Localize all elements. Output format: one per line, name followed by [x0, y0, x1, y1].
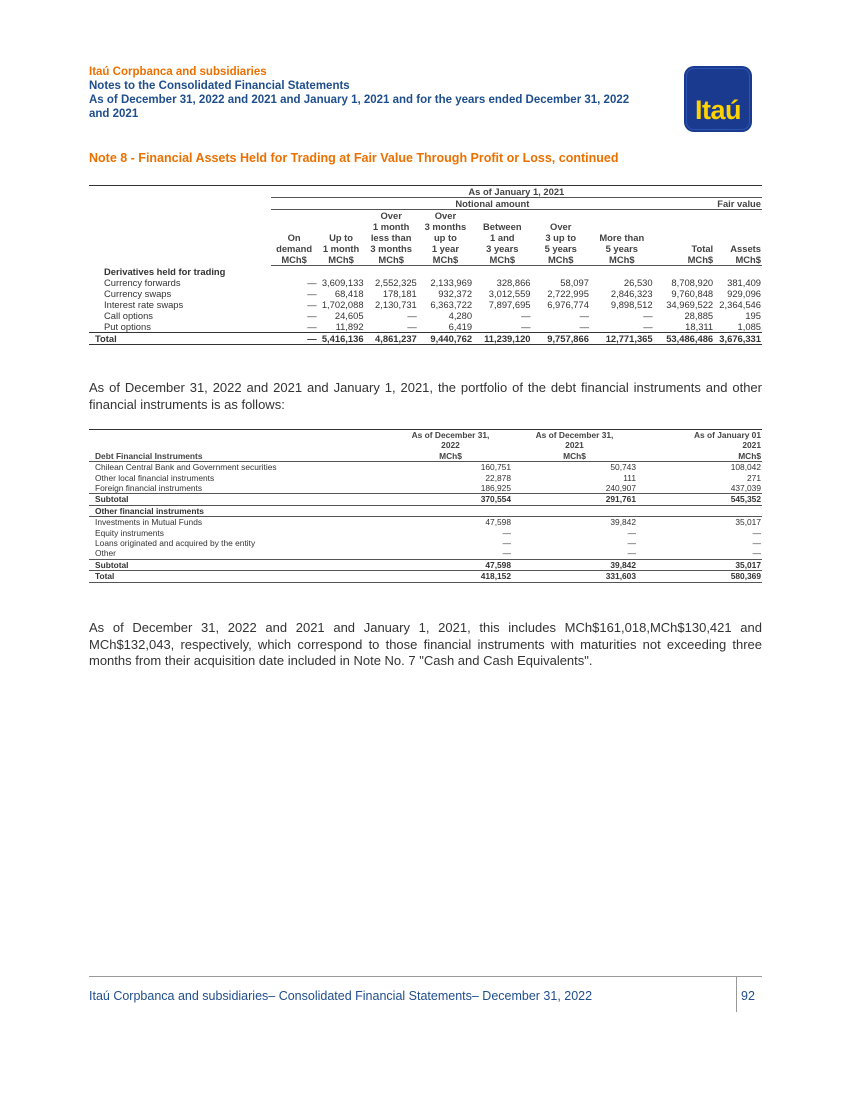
cell-value: 7,897,695 [488, 299, 531, 310]
subtotal-row [89, 494, 762, 505]
cell-value: 6,419 [448, 321, 473, 332]
column-header: Over [434, 210, 457, 221]
column-header: 2021 [742, 440, 761, 451]
row-label: Other local financial instruments [95, 472, 215, 483]
cell-value: — [502, 538, 511, 549]
cell-value: — [643, 310, 653, 321]
cell-value: 28,885 [684, 310, 714, 321]
column-header: More than [599, 232, 645, 243]
cell-value: 18,311 [685, 321, 714, 332]
subtotal-row [89, 559, 762, 570]
cell-value: 271 [747, 472, 761, 483]
cell-value: 2,846,323 [610, 288, 653, 299]
table-row [89, 462, 762, 473]
total-value: — [271, 333, 318, 345]
column-header: Up to [329, 232, 354, 243]
footer-divider [89, 976, 762, 977]
cell-value: 47,598 [485, 517, 511, 528]
cell-value: 3,609,133 [321, 277, 364, 288]
unit-label: MCh$ [318, 254, 365, 266]
cell-value: — [637, 548, 762, 559]
cell-value: 50,743 [610, 462, 636, 473]
cell-value: — [307, 310, 317, 321]
cell-value: — [521, 310, 531, 321]
column-header: MCh$ [389, 451, 512, 462]
total-value: 11,239,120 [473, 333, 531, 345]
table1-title: As of January 1, 2021 [271, 186, 762, 198]
column-header: demand [276, 243, 313, 254]
column-header [654, 221, 715, 232]
row-label: Investments in Mutual Funds [95, 517, 203, 528]
column-header: 5 years [544, 243, 577, 254]
table1-group-fair: Fair value [714, 198, 762, 210]
row-label: Currency swaps [104, 288, 172, 299]
cell-value: — [307, 288, 317, 299]
table-row [89, 299, 762, 310]
footer-page-divider [736, 976, 737, 1012]
cell-value: 34,969,522 [666, 299, 714, 310]
section-label: Debt Financial Instruments [89, 451, 389, 462]
column-header: MCh$ [512, 451, 637, 462]
column-header: 1 and [490, 232, 515, 243]
row-label: Chilean Central Bank and Government securities [95, 462, 277, 473]
header-spacer [89, 254, 271, 266]
table-row [89, 548, 762, 559]
cell-value: 22,878 [485, 472, 511, 483]
cell-value: 437,039 [637, 483, 762, 494]
page-number: 92 [741, 989, 755, 1003]
cell-value: 195 [745, 310, 761, 321]
cell-value: 26,530 [623, 277, 653, 288]
cell-value: 2,133,969 [430, 277, 473, 288]
row-label: Interest rate swaps [104, 299, 184, 310]
header-spacer [89, 430, 389, 441]
cell-value: — [502, 527, 511, 538]
cell-value: 418,152 [389, 571, 512, 582]
column-header: 3 months [424, 221, 467, 232]
cell-value: 6,976,774 [547, 299, 589, 310]
cell-value: — [389, 548, 512, 559]
cell-value: 35,017 [637, 559, 762, 570]
paragraph-portfolio: As of December 31, 2022 and 2021 and January 1, 2021, the portfolio of the debt financial instruments and other financial instruments is as follows: [89, 380, 762, 412]
cell-value: 3,012,559 [488, 288, 531, 299]
row-label: Foreign financial instruments [89, 483, 389, 494]
document-header [89, 65, 689, 121]
unit-label: MCh$ [365, 254, 418, 266]
column-header: 1 month [372, 221, 410, 232]
cell-value: 186,925 [389, 483, 512, 494]
column-header: As of December 31, [512, 430, 637, 441]
column-header [590, 221, 654, 232]
total-value: 4,861,237 [365, 333, 418, 345]
total-value: 9,757,866 [532, 333, 590, 345]
cell-value: — [752, 527, 761, 538]
column-header: 3 up to [545, 232, 577, 243]
unit-label: MCh$ [590, 254, 654, 266]
row-label: Subtotal [89, 559, 389, 570]
table-row [89, 277, 762, 288]
cell-value: — [512, 548, 637, 559]
cell-value: — [407, 310, 417, 321]
total-value: 9,440,762 [418, 333, 473, 345]
row-label: Put options [104, 321, 151, 332]
cell-value: 370,554 [389, 494, 512, 505]
column-header: less than [370, 232, 412, 243]
cell-value: 47,598 [389, 559, 512, 570]
footer-text: Itaú Corpbanca and subsidiaries– Consolidated Financial Statements– December 31, 2022 [89, 989, 593, 1003]
cell-value: 545,352 [637, 494, 762, 505]
unit-label: MCh$ [473, 254, 531, 266]
column-header [714, 221, 762, 232]
column-header: Over [550, 221, 572, 232]
cell-value: 35,017 [735, 517, 761, 528]
table-row [89, 310, 762, 321]
unit-label: MCh$ [654, 254, 715, 266]
cell-value: 24,605 [334, 310, 364, 321]
column-header: 3 years [486, 243, 519, 254]
column-header [654, 210, 715, 222]
table-row [89, 288, 762, 299]
section-label: Derivatives held for trading [104, 266, 226, 277]
note-title: Note 8 - Financial Assets Held for Trading at Fair Value Through Profit or Loss, continued [89, 151, 619, 165]
column-header: 2021 [565, 440, 584, 451]
cell-value: 4,280 [448, 310, 473, 321]
cell-value: 2,552,325 [375, 277, 417, 288]
unit-label: MCh$ [532, 254, 590, 266]
column-header: 5 years [605, 243, 638, 254]
table-row [89, 473, 762, 483]
cell-value: — [521, 321, 531, 332]
column-header: As of December 31, [389, 430, 512, 441]
row-label: Subtotal [89, 494, 389, 505]
cell-value: 111 [623, 472, 636, 483]
unit-label: MCh$ [271, 254, 318, 266]
column-header [473, 210, 531, 222]
cell-value: 580,369 [637, 571, 762, 582]
itau-logo [684, 66, 752, 132]
row-label: Total [89, 571, 389, 582]
logo-text: Itaú [694, 95, 741, 125]
cell-value: 6,363,722 [430, 299, 473, 310]
header-period-line1: As of December 31, 2022 and 2021 and January 1, 2021 and for the years ended December 31, 2022 [89, 94, 630, 106]
column-header: 1 month [322, 243, 360, 254]
column-header [714, 232, 762, 243]
row-label: Currency forwards [104, 277, 181, 288]
header-spacer [89, 440, 389, 450]
cell-value: 381,409 [727, 277, 761, 288]
cell-value: — [627, 538, 636, 549]
cell-value: 1,085 [737, 321, 761, 332]
row-label: Other [89, 548, 389, 559]
column-header [714, 210, 762, 222]
column-header: 3 months [370, 243, 412, 254]
total-value: 53,486,486 [654, 333, 715, 345]
table1-group-notional: Notional amount [271, 198, 715, 210]
table-row [89, 517, 762, 528]
cell-value: — [579, 310, 589, 321]
cell-value: 1,702,088 [321, 299, 364, 310]
column-header [532, 210, 590, 222]
total-row [89, 333, 762, 345]
cell-value: — [643, 321, 653, 332]
cell-value: 11,892 [335, 321, 364, 332]
debt-instruments-table [89, 429, 762, 583]
cell-value: 929,096 [727, 288, 761, 299]
cell-value: 39,842 [512, 559, 637, 570]
row-label: Equity instruments [95, 527, 164, 538]
cell-value: 39,842 [610, 517, 636, 528]
cell-value: 58,097 [560, 277, 589, 288]
header-subtitle: Notes to the Consolidated Financial Statements [89, 80, 350, 92]
section-label: Other financial instruments [89, 505, 762, 516]
header-spacer [89, 221, 271, 232]
cell-value: 331,603 [512, 571, 637, 582]
cell-value: — [579, 321, 589, 332]
total-label: Total [89, 333, 271, 345]
cell-value: 68,418 [334, 288, 364, 299]
company-name: Itaú Corpbanca and subsidiaries [89, 66, 267, 78]
column-header: Between [483, 221, 522, 232]
column-header: Assets [730, 243, 761, 254]
column-header [318, 210, 365, 222]
column-header [271, 210, 318, 222]
row-label: Loans originated and acquired by the entity [95, 538, 256, 549]
total-value: 3,676,331 [714, 333, 762, 345]
column-header: 2022 [441, 440, 460, 451]
cell-value: — [307, 299, 317, 310]
table-row [89, 538, 762, 548]
column-header [271, 221, 318, 232]
column-header [590, 210, 654, 222]
table-row [89, 321, 762, 333]
cell-value: 240,907 [512, 483, 637, 494]
header-spacer [89, 210, 271, 222]
column-header [654, 232, 715, 243]
table-row [89, 528, 762, 538]
table-row [89, 483, 762, 494]
cell-value: 108,042 [730, 462, 761, 473]
cell-value: — [307, 277, 317, 288]
header-spacer [89, 232, 271, 243]
cell-value: 160,751 [480, 462, 511, 473]
cell-value: 9,760,848 [671, 288, 714, 299]
cell-value: — [752, 538, 761, 549]
cell-value: — [627, 527, 636, 538]
column-header: On [287, 232, 301, 243]
total-value: 5,416,136 [318, 333, 365, 345]
cell-value: — [407, 321, 417, 332]
cell-value: 2,722,995 [547, 288, 589, 299]
column-header: Over [380, 210, 402, 221]
total-value: 12,771,365 [590, 333, 654, 345]
column-header: Total [691, 243, 714, 254]
cell-value: 2,130,731 [375, 299, 417, 310]
cell-value: 932,372 [438, 288, 473, 299]
cell-value: — [307, 321, 317, 332]
column-header: up to [433, 232, 457, 243]
cell-value: 2,364,546 [719, 299, 761, 310]
derivatives-table [89, 185, 762, 345]
unit-label: MCh$ [418, 254, 473, 266]
column-header: MCh$ [637, 451, 762, 462]
cell-value: 291,761 [512, 494, 637, 505]
unit-label: MCh$ [714, 254, 762, 266]
cell-value: 9,898,512 [610, 299, 653, 310]
cell-value: 328,866 [496, 277, 531, 288]
column-header: As of January 01 [637, 430, 762, 441]
header-spacer [89, 243, 271, 254]
header-period-line2: and 2021 [89, 108, 139, 120]
row-label: Call options [104, 310, 153, 321]
cell-value: 178,181 [382, 288, 417, 299]
column-header [318, 221, 365, 232]
cell-value: 8,708,920 [671, 277, 714, 288]
paragraph-cash-equivalents: As of December 31, 2022 and 2021 and January 1, 2021, this includes MCh$161,018,MCh$130,421 and MCh$132,043, respectively, which correspond to those financial instruments with maturities not exceeding three months from their acquisition date included in Note No. 7 "Cash and Cash Equivalents". [89, 620, 762, 668]
column-header: 1 year [431, 243, 459, 254]
total-row [89, 571, 762, 582]
